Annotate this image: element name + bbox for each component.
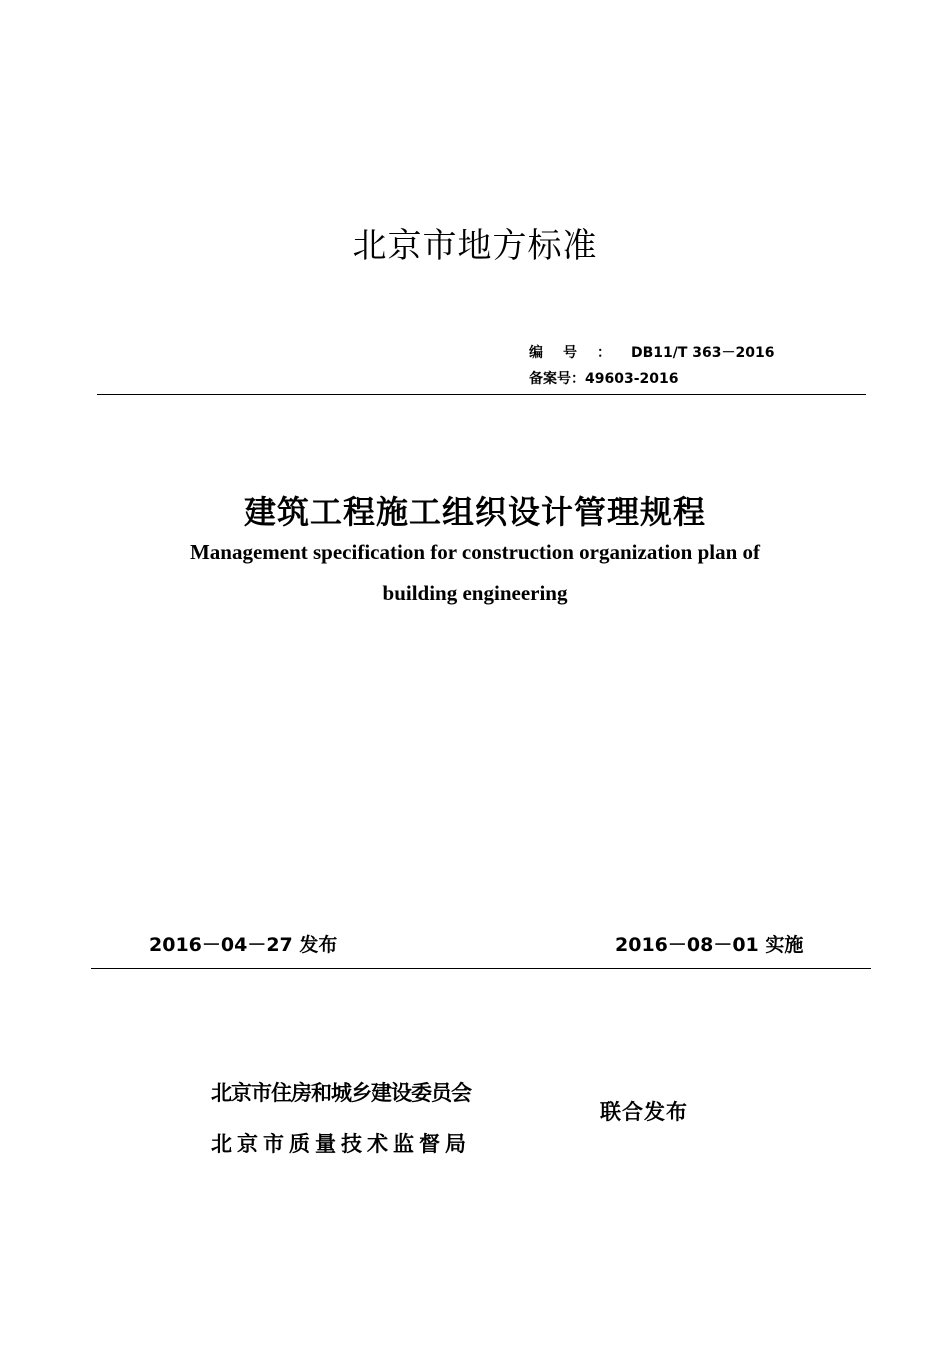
issuer-housing-commission: 北京市住房和城乡建设委员会 (211, 1081, 471, 1105)
issue-date: 2016－04－27 发布 (149, 934, 338, 956)
document-title-en-line2: building engineering (382, 581, 568, 605)
record-number-value: 49603-2016 (585, 371, 679, 387)
document-title-en-line1: Management specification for construction organization plan of (189, 540, 761, 564)
date-divider (91, 968, 871, 969)
implementation-date: 2016－08－01 实施 (615, 934, 804, 956)
issuer-quality-bureau: 北京市质量技术监督局 (211, 1132, 471, 1156)
document-title-zh: 建筑工程施工组织设计管理规程 (243, 493, 706, 531)
header-divider (97, 394, 866, 395)
standard-number-label: 编号： (529, 345, 631, 361)
standard-category-title: 北京市地方标准 (352, 226, 598, 266)
record-number-row (529, 368, 678, 388)
record-number-label: 备案号： (529, 371, 585, 387)
joint-release-label: 联合发布 (600, 1100, 688, 1124)
standard-number-value: DB11/T 363－2016 (631, 345, 775, 361)
standard-number-row (529, 342, 775, 362)
